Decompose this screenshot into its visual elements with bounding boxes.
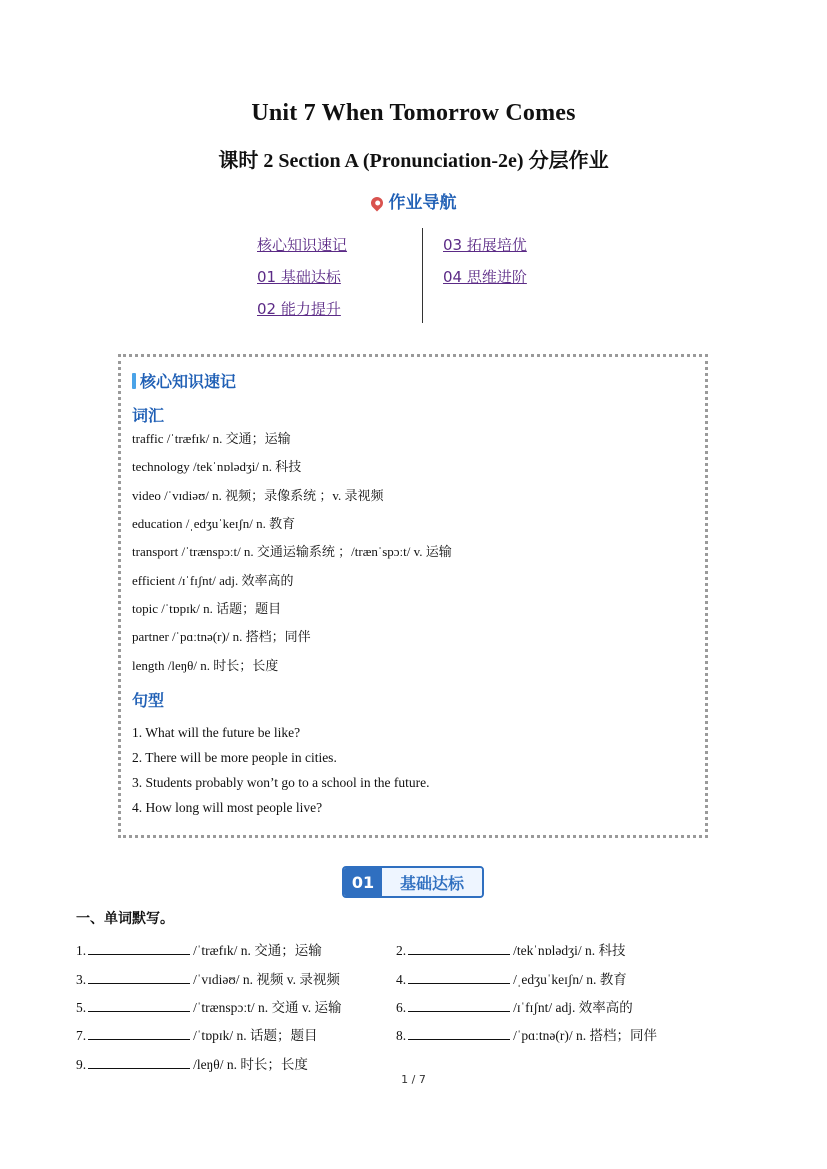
sentence-item: 1. What will the future be like? (132, 725, 301, 740)
sentence-item: 4. How long will most people live? (132, 800, 323, 815)
vocab-item: partner /ˈpɑːtnə(r)/ n. 搭档；同伴 (132, 629, 311, 644)
exercise-item (76, 939, 322, 959)
section-01-label: 基础达标 (382, 868, 482, 896)
vocab-item: education /ˌedʒuˈkeɪʃn/ n. 教育 (132, 516, 296, 531)
answer-blank[interactable] (88, 1056, 190, 1069)
section-01-badge (342, 866, 484, 898)
exercise-number: 1. (76, 943, 87, 958)
exercise-hint: /ˈtɒpɪk/ n. 话题；题目 (193, 1028, 318, 1043)
exercise-number: 6. (396, 1000, 407, 1015)
nav-link-03[interactable]: 03 拓展培优 (443, 236, 527, 254)
exercise-item (76, 996, 342, 1016)
sentence-item: 3. Students probably won’t go to a school in the future. (132, 775, 430, 790)
exercise-number: 8. (396, 1028, 407, 1043)
nav-link-01[interactable]: 01 基础达标 (257, 268, 341, 286)
exercise-number: 3. (76, 972, 87, 987)
nav-heading (0, 188, 827, 213)
page-number: 1 / 7 (401, 1073, 426, 1086)
exercise-item (396, 939, 626, 959)
exercise-number: 7. (76, 1028, 87, 1043)
core-knowledge-heading (132, 369, 236, 392)
exercise-hint: /ˌedʒuˈkeɪʃn/ n. 教育 (513, 972, 627, 987)
answer-blank[interactable] (88, 999, 190, 1012)
answer-blank[interactable] (88, 942, 190, 955)
nav-heading-label: 作业导航 (388, 193, 457, 213)
vocab-item: video /ˈvɪdiəʊ/ n. 视频；录像系统 ；v. 录视频 (132, 488, 384, 503)
exercise-hint: /ˈvɪdiəʊ/ n. 视频 v. 录视频 (193, 972, 340, 987)
sentence-item: 2. There will be more people in cities. (132, 750, 337, 765)
vocab-item: efficient /ɪˈfɪʃnt/ adj. 效率高的 (132, 573, 294, 588)
exercise-item (76, 1024, 318, 1044)
exercise-hint: /ˈpɑːtnə(r)/ n. 搭档；同伴 (513, 1028, 658, 1043)
exercise-item (396, 996, 633, 1016)
exercise-number: 2. (396, 943, 407, 958)
nav-link-04[interactable]: 04 思维进阶 (443, 268, 527, 286)
core-knowledge-heading-label: 核心知识速记 (140, 372, 237, 391)
vocab-item: topic /ˈtɒpɪk/ n. 话题；题目 (132, 601, 282, 616)
exercise-number: 4. (396, 972, 407, 987)
exercise-hint: /tekˈnɒlədʒi/ n. 科技 (513, 943, 626, 958)
answer-blank[interactable] (408, 971, 510, 984)
exercise-item (76, 1053, 308, 1073)
vocab-item: transport /ˈtrænspɔːt/ n. 交通运输系统 ；/trænˈspɔːt/ v. 运输 (132, 544, 452, 559)
vocab-item: length /leŋθ/ n. 时长；长度 (132, 658, 279, 673)
answer-blank[interactable] (408, 1027, 510, 1040)
nav-link-02[interactable]: 02 能力提升 (257, 300, 341, 318)
exercise-number: 5. (76, 1000, 87, 1015)
answer-blank[interactable] (88, 1027, 190, 1040)
page-subtitle: 课时 2 Section A (Pronunciation-2e) 分层作业 (218, 150, 609, 172)
nav-link-core[interactable]: 核心知识速记 (257, 236, 348, 254)
exercise-number: 9. (76, 1057, 87, 1072)
answer-blank[interactable] (408, 942, 510, 955)
exercise-hint: /ɪˈfɪʃnt/ adj. 效率高的 (513, 1000, 633, 1015)
vocab-item: technology /tekˈnɒlədʒi/ n. 科技 (132, 459, 302, 474)
heading-bar-icon (132, 373, 136, 389)
sentence-heading: 句型 (132, 691, 165, 710)
page-title: Unit 7 When Tomorrow Comes (251, 100, 576, 126)
section-01-number: 01 (344, 868, 382, 896)
location-pin-icon (368, 195, 385, 212)
exercise-hint: /ˈtræfɪk/ n. 交通；运输 (193, 943, 322, 958)
exercise-item (396, 968, 627, 988)
exercise-hint: /leŋθ/ n. 时长；长度 (193, 1057, 308, 1072)
answer-blank[interactable] (88, 971, 190, 984)
vocab-item: traffic /ˈtræfɪk/ n. 交通；运输 (132, 431, 291, 446)
question-heading: 一、单词默写。 (76, 911, 174, 927)
answer-blank[interactable] (408, 999, 510, 1012)
vocab-heading: 词汇 (132, 406, 165, 425)
exercise-item (396, 1024, 657, 1044)
exercise-item (76, 968, 340, 988)
exercise-hint: /ˈtrænspɔːt/ n. 交通 v. 运输 (193, 1000, 342, 1015)
nav-divider (422, 228, 423, 323)
